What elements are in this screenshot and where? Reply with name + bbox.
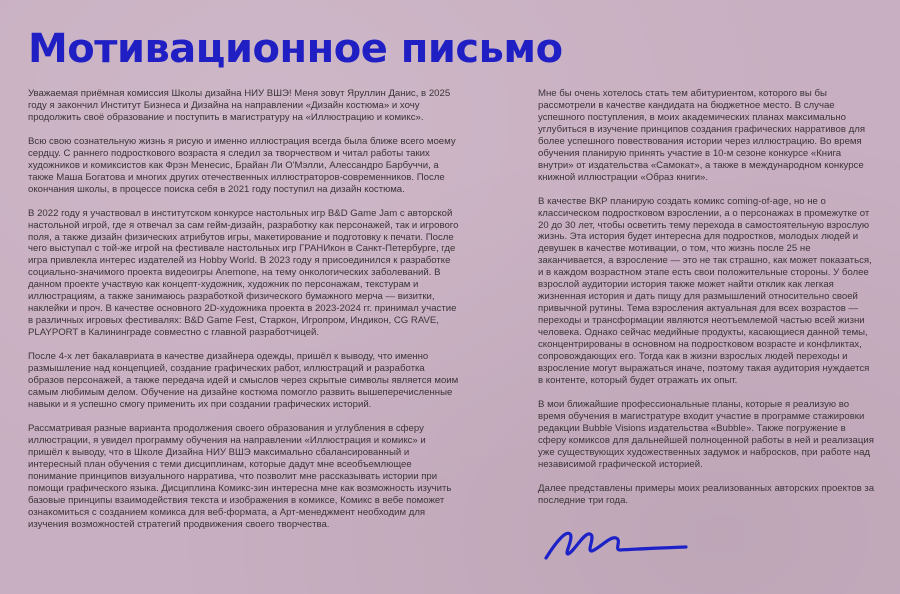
paragraph: Уважаемая приёмная комиссия Школы дизайна НИУ ВШЭ! Меня зовут Яруллин Данис, в 2025 году я закончил Институт Бизнеса и Дизайна на направлении «Дизайн костюма» и хочу продолжить своё образование и поступить в магистратуру на «Иллюстрацию и комикс». [28, 88, 451, 123]
paragraph: В мои ближайшие профессиональные планы, которые я реализую во время обучения в магистратуре входит участие в программе стажировки редакции Bubble Visions издательства «Bubble». Также погружение в сферу комиксов для дальнейшей полноценной работы в ней и реализация уже существующих художественных задумок и набросков, при работе над независимой графической историей. [538, 398, 874, 470]
paragraph: Всю свою сознательную жизнь я рисую и именно иллюстрация всегда была ближе всего моему сердцу. С раннего подросткового возраста я следил за творчеством и читал работы таких художников и комиксистов как Фрэн Менесис, Брайан Ли О'Мэлли, Алессандро Барбуччи, а также Маша Богатова и многих других отечественных иллюстраторов-современников. После окончания школы, в процессе поиска себя в 2021 году поступил на дизайн костюма. [28, 135, 456, 195]
left-text-column [28, 88, 462, 542]
paragraph: После 4-х лет бакалавриата в качестве дизайнера одежды, пришёл к выводу, что именно размышление над концепцией, создание графических работ, иллюстраций и разработка образов персонажей, а также передача идей и смыслов через скрытые символы является моим самым любимым делом. Обучение на дизайне костюма помогло развить вышеперечисленные навыки и я успешно смогу применить их при создании графических историй. [28, 351, 459, 410]
paragraph: В 2022 году я участвовал в институтском конкурсе настольных игр B&D Game Jam с авторской настольной игрой, где я отвечал за сам гейм-дизайн, разработку как персонажей, так и игрового поля, а также дизайн физических атрибутов игры, макетирование и подготовку к печати. После чего выступал с той-же игрой на фестивале настольных игр ГРАНИкон в Санкт-Петербурге, где игра привлекла интерес издателей из Hobby World. В 2023 году я присоединился к разработке социально-значимого проекта видеоигры Anemone, на тему онкологических заболеваний. В данном проекте участвую как концепт-художник, художник по персонажам, текстурам и иллюстрациям, а также занимаюсь разработкой физического бумажного мерча — визитки, наклейки и проч. В качестве основного 2D-художника проекта в 2023-2024 гг. принимал участие в различных игровых фестивалях: B&D Game Fest, Старкон, Игропром, Индикон, CG RAVE, PLAYPORT в Калининграде совместно с главной разработчицей. [28, 207, 459, 339]
paragraph: Далее представлены примеры моих реализованных авторских проектов за последние три года. [538, 482, 875, 506]
page-title: Мотивационное письмо [28, 26, 563, 72]
paragraph: Рассматривая разные варианта продолжения своего образования и углубления в сферу иллюстрации, я увидел программу обучения на направлении «Иллюстрация и комикс» и пришёл к выводу, что в Школе Дизайна НИУ ВШЭ максимально сбалансированный и интересный план обучения с теми дисциплинам, которые дадут мне всеобъемлющее понимание принципов визуального нарратива, что позволит мне рассказывать истории при помощи графического языка. Дисциплина Комикс-зин интересна мне как возможность изучить базовые принципы взаимодействия текста и изображения в комиксе, Комикс в вебе поможет ознакомиться с созданием комикса для веб-формата, а Арт-менеджмент необходим для изучения возможностей стратегий продвижения своего творчества. [28, 422, 452, 530]
right-text-column [538, 88, 875, 519]
signature [540, 518, 690, 566]
paragraph: В качестве ВКР планирую создать комикс coming-of-age, но не о классическом подростковом взрослении, а о персонажах в промежутке от 20 до 30 лет, чтобы осветить тему перехода в самостоятельную взрослую жизнь. Эта история будет интересна для подростков, молодых людей и девушек в качестве мотивации, о том, что жизнь после 25 не заканчивается, а взросление — это не так страшно, как может показаться, и в каждом возрастном этапе есть свои положительные стороны. У более взрослой аудитории история также может найти отклик как легкая жизненная история и дать пищу для размышлений относительно своей привычной рутины. Тема взросления актуальная для всех возрастов — переходы и трансформации являются неотъемлемой частью всей жизни человека. Однако сейчас медийные продукты, касающиеся данной темы, сконцентрированы в основном на подростковом возрасте и конфликтах, сопровождающих его. Тогда как в жизни взрослых людей переходы и взросление могут выражаться иначе, поэтому такая аудитория нуждается в контенте, который будет отражать их опыт. [538, 195, 872, 386]
paragraph: Мне бы очень хотелось стать тем абитуриентом, которого вы бы рассмотрели в качестве кандидата на бюджетное место. В случае успешного поступления, в моих академических планах максимально углубиться в изучение принципов создания графических нарративов для более успешного повествования истории через иллюстрацию. Во время обучения планирую принять участие в 10-м сезоне конкурсе «Книга внутри» от издательства «Самокат», а также в международном конкурсе книжной иллюстрации «Образ книги». [538, 88, 866, 183]
